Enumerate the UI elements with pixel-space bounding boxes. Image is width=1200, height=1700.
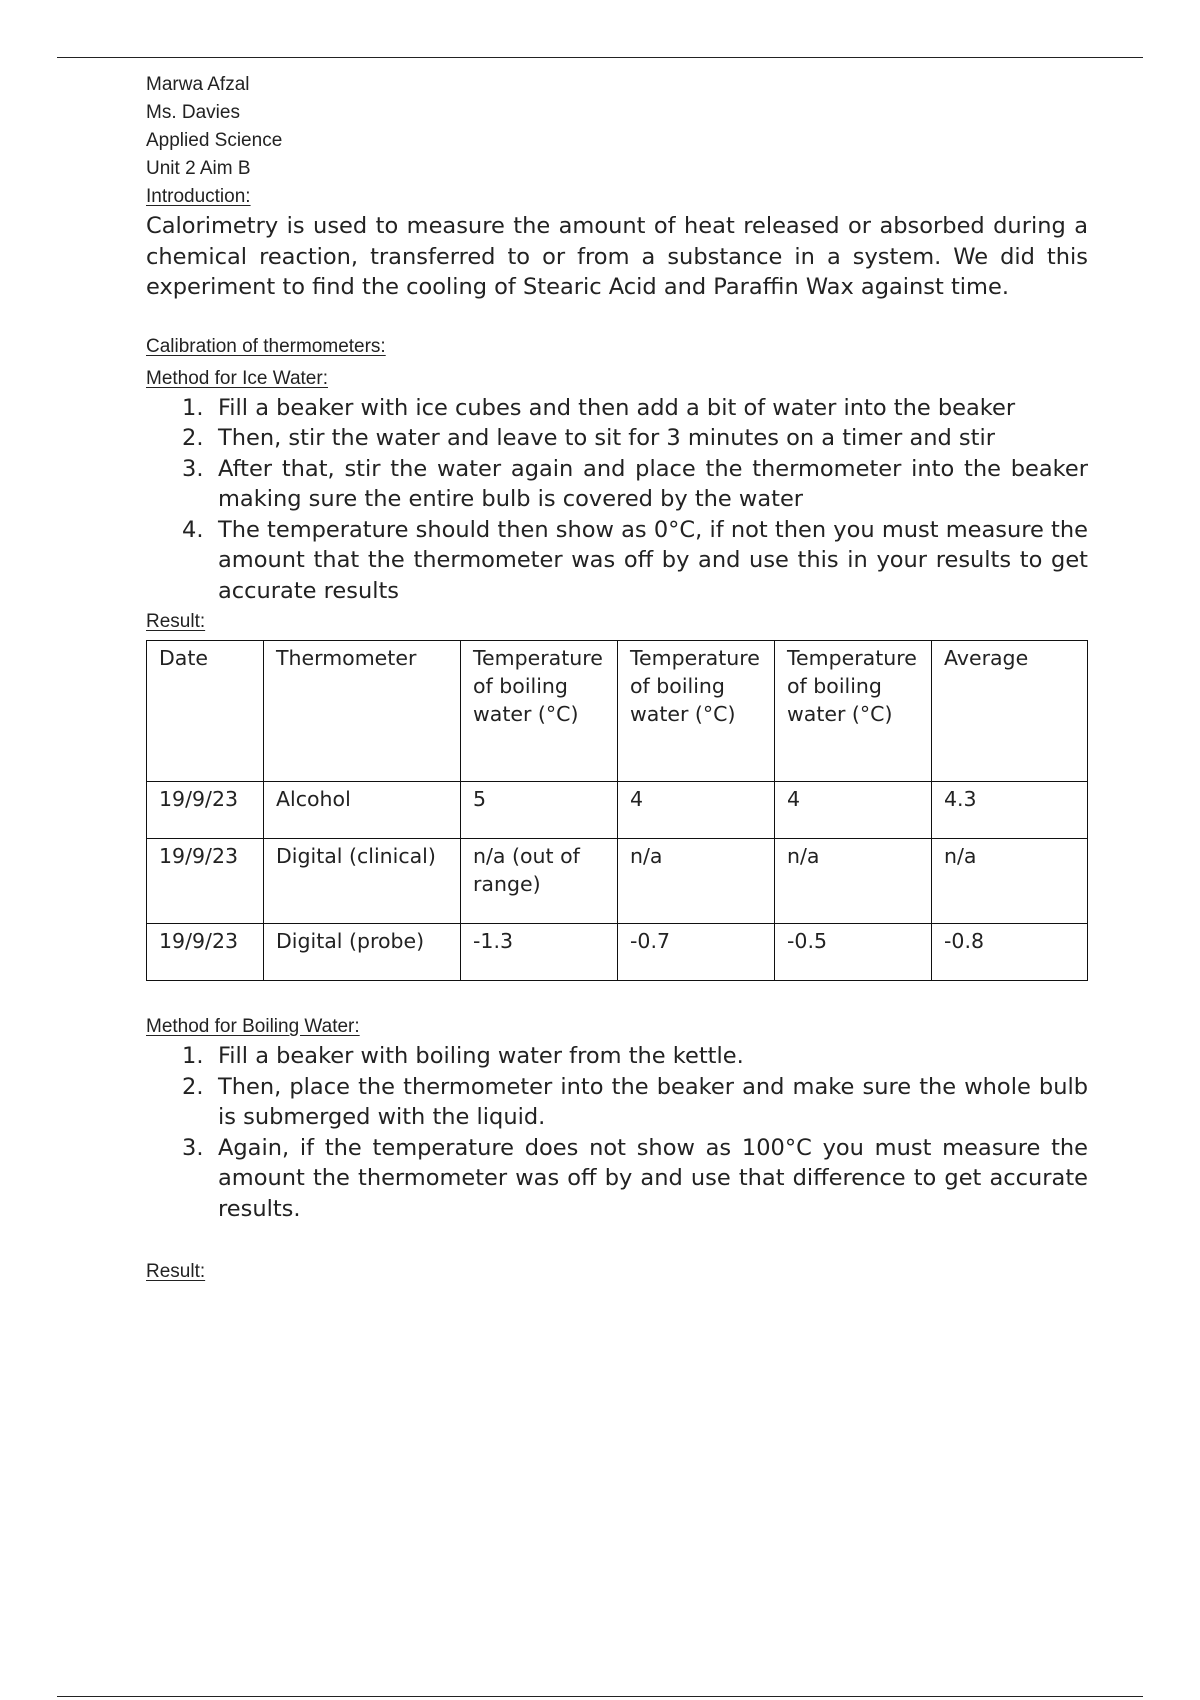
document-body [146,71,1088,1286]
header-temp-1: Temperature of boiling water (°C) [461,641,618,782]
list-item: 4. The temperature should then show as 0°C, if not then you must measure the amount that the thermometer was off by and use this in your results to get accurate results [182,516,1088,604]
boiling-result-heading: Result: [146,1261,206,1282]
header-temp-3: Temperature of boiling water (°C) [775,641,932,782]
calibration-heading: Calibration of thermometers: [146,335,386,357]
header-temp-2: Temperature of boiling water (°C) [618,641,775,782]
cell-temp-3: n/a [775,839,932,924]
list-item: 3. After that, stir the water again and place the thermometer into the beaker making sure the entire bulb is covered by the water [182,455,1088,512]
boiling-water-steps [146,1041,1088,1224]
cell-date: 19/9/23 [147,924,264,981]
list-item: 3. Again, if the temperature does not show as 100°C you must measure the amount the thermometer was off by and use that difference to get accurate results. [182,1134,1088,1222]
cell-temp-3: -0.5 [775,924,932,981]
list-item: 2. Then, place the thermometer into the beaker and make sure the whole bulb is submerged with the liquid. [182,1073,1088,1130]
cell-average: n/a [932,839,1088,924]
cell-temp-1: n/a (out of range) [461,839,618,924]
bottom-page-rule [57,1696,1143,1697]
cell-temp-2: -0.7 [618,924,775,981]
introduction-heading: Introduction: [146,186,251,207]
list-item: 2. Then, stir the water and leave to sit for 3 minutes on a timer and stir [182,425,995,451]
cell-thermometer: Digital (probe) [264,924,461,981]
cell-average: 4.3 [932,782,1088,839]
unit-label: Unit 2 Aim B [146,158,251,179]
list-item: 1. Fill a beaker with ice cubes and then add a bit of water into the beaker [182,394,1016,421]
ice-water-steps [146,393,1088,607]
ice-water-method-heading: Method for Ice Water: [146,367,328,389]
header-date: Date [147,641,264,782]
course-name: Applied Science [146,130,283,151]
boiling-water-method-heading: Method for Boiling Water: [146,1016,360,1037]
ice-result-heading: Result: [146,611,206,632]
cell-temp-3: 4 [775,782,932,839]
cell-date: 19/9/23 [147,839,264,924]
header-average: Average [932,641,1088,782]
teacher-name: Ms. Davies [146,102,240,123]
cell-date: 19/9/23 [147,782,264,839]
table-row [147,924,1088,981]
cell-average: -0.8 [932,924,1088,981]
table-row [147,782,1088,839]
introduction-paragraph: Calorimetry is used to measure the amount of heat released or absorbed during a chemical reaction, transferred to or from a substance in a system. We did this experiment to find the cooling of Stearic Acid and Paraffin Wax against time. [146,213,1088,300]
student-name: Marwa Afzal [146,74,250,95]
cell-temp-2: 4 [618,782,775,839]
header-thermometer: Thermometer [264,641,461,782]
cell-temp-2: n/a [618,839,775,924]
calibration-results-table [146,640,1088,981]
table-row [147,839,1088,924]
list-item: 1. Fill a beaker with boiling water from the kettle. [182,1043,744,1069]
cell-temp-1: 5 [461,782,618,839]
cell-thermometer: Digital (clinical) [264,839,461,924]
table-header-row [147,641,1088,782]
cell-temp-1: -1.3 [461,924,618,981]
top-page-rule [57,57,1143,58]
cell-thermometer: Alcohol [264,782,461,839]
